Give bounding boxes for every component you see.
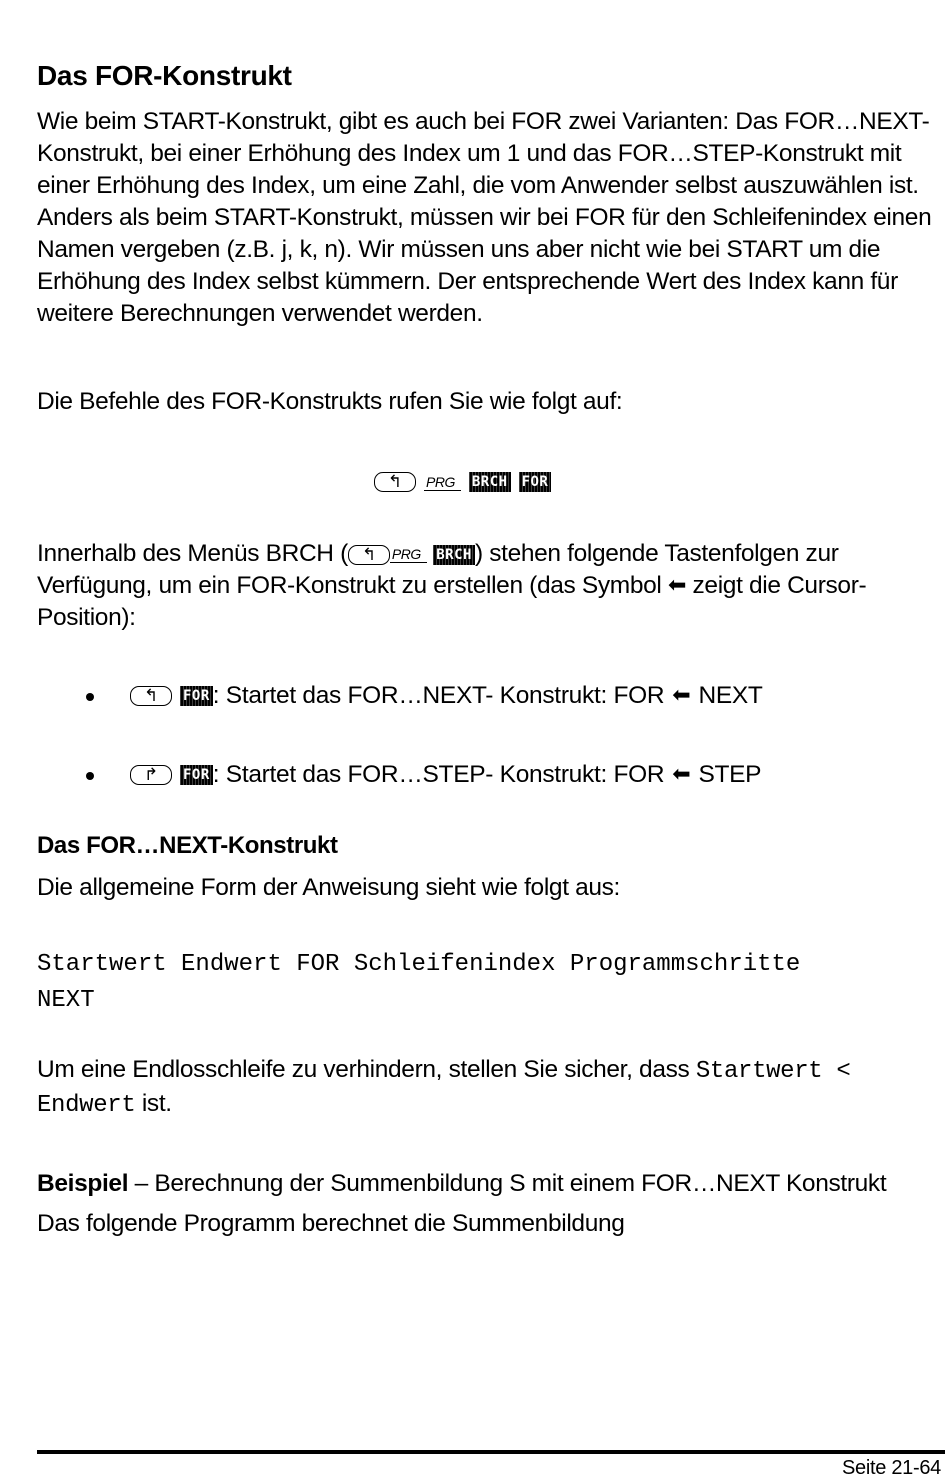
for-softkey: FOR [180, 686, 213, 706]
brch-paragraph [37, 538, 942, 634]
bullet-tail: STEP [698, 761, 762, 788]
bullet-text: : Startet das FOR…NEXT- Konstrukt: FOR [212, 682, 665, 709]
cursor-arrow-icon: ⬅ [672, 761, 691, 786]
intro-paragraph: Wie beim START-Konstrukt, gibt es auch bei FOR zwei Varianten: Das FOR…NEXT-Konstrukt, bei einer Erhöhung des Index um 1 und das FOR…STEP-Konstrukt mit einer Erhöhung des Index, um eine Zahl, die vom Anwender selbst auszuwählen ist. Anders als beim START-Konstrukt, müssen wir bei FOR für den Schleifenindex einen Namen vergeben (z.B. j, k, n). Wir müssen uns aber nicht wie bei START um die Erhöhung des Index selbst kümmern. Der entsprechende Wert des Index kann für weitere Berechnungen verwendet werden. [37, 108, 932, 327]
for-softkey: FOR [180, 765, 213, 785]
right-shift-key-icon: ↱ [130, 765, 172, 785]
bullet-tail: NEXT [698, 682, 763, 709]
left-shift-key-icon: ↰ [374, 472, 416, 492]
example-label: Beispiel [37, 1170, 129, 1197]
page-number: Seite 21-64 [842, 1457, 941, 1479]
prg-label: PRG [390, 546, 427, 563]
section-heading: Das FOR…NEXT-Konstrukt [37, 832, 338, 859]
inline-code: Endwert [37, 1092, 136, 1119]
brch-text-before: Innerhalb des Menüs BRCH ( [37, 540, 348, 567]
cursor-arrow-icon: ⬅ [667, 572, 687, 597]
for-softkey: FOR [519, 472, 552, 492]
bullet-icon [86, 693, 94, 701]
menu-intro-paragraph: Die Befehle des FOR-Konstrukts rufen Sie wie folgt auf: [37, 388, 623, 415]
brch-softkey: BRCH [433, 545, 475, 565]
bullet-text: : Startet das FOR…STEP- Konstrukt: FOR [212, 761, 665, 788]
brch-text-end: zeigt die Cursor-Position): [37, 572, 867, 631]
footer-divider [37, 1450, 945, 1454]
cursor-arrow-icon: ⬅ [672, 682, 691, 707]
endless-text-before: Um eine Endlosschleife zu verhindern, stellen Sie sicher, dass [37, 1056, 696, 1083]
left-shift-key-icon: ↰ [130, 686, 172, 706]
brch-softkey: BRCH [469, 472, 511, 492]
brch-text-after: ) stehen folgende Tastenfolgen zur Verfügung, um ein FOR-Konstrukt zu erstellen (das Symbol [37, 540, 839, 599]
page-title: Das FOR-Konstrukt [37, 60, 292, 91]
code-block: Startwert Endwert FOR Schleifenindex Programmschritte NEXT [37, 951, 801, 1014]
key-sequence [374, 468, 551, 496]
prg-label: PRG [424, 474, 461, 491]
left-shift-key-icon: ↰ [348, 545, 390, 565]
example-heading [37, 1168, 950, 1200]
bullet-icon [86, 772, 94, 780]
inline-code: Startwert < [695, 1058, 851, 1085]
general-form-paragraph: Die allgemeine Form der Anweisung sieht wie folgt aus: [37, 874, 621, 901]
example-paragraph: Das folgende Programm berechnet die Summenbildung [37, 1210, 625, 1237]
endless-text-after: ist. [135, 1090, 172, 1117]
example-text: – Berechnung der Summenbildung S mit einem FOR…NEXT Konstrukt [128, 1170, 887, 1197]
endless-loop-paragraph [37, 1054, 942, 1122]
